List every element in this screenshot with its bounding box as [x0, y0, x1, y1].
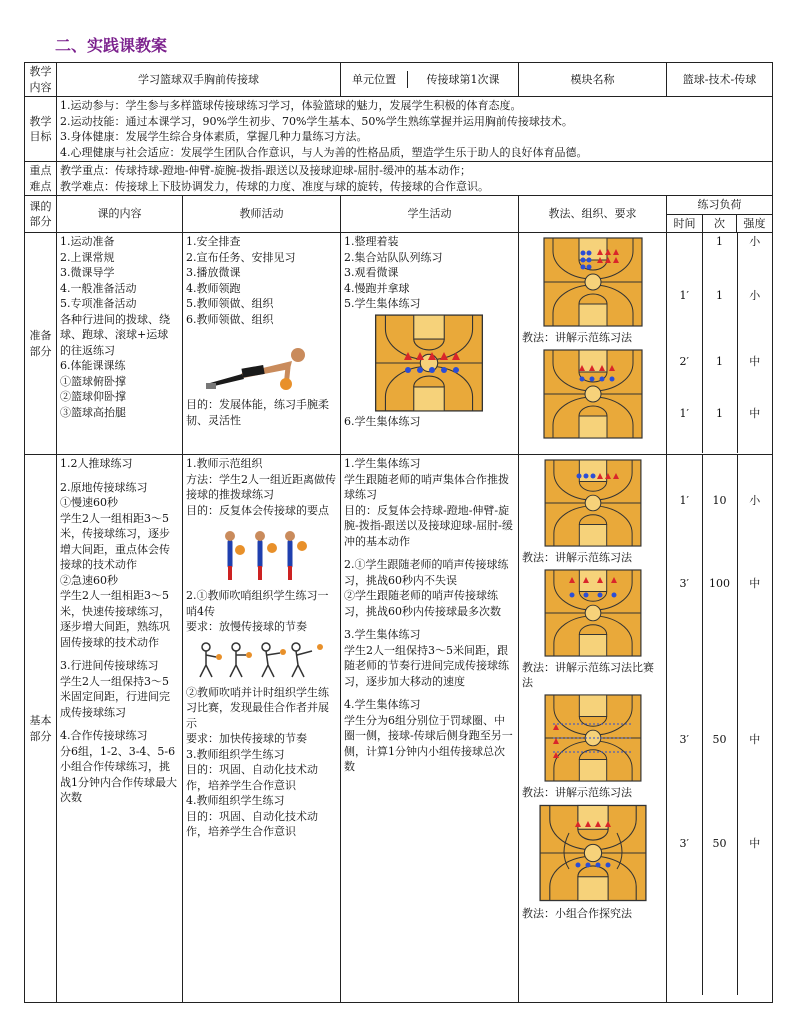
col-time: 时间	[667, 214, 703, 233]
basic-student-item: 学生跟随老师的哨声集体合作推拨球练习	[344, 472, 509, 501]
basic-teacher-item: 目的：反复体会传接球的要点	[186, 503, 329, 517]
basic-content-item: 4.合作传接球练习	[60, 729, 148, 742]
prep-row	[25, 233, 773, 455]
objectives-label: 教学目标	[25, 97, 57, 162]
basic-teacher-item: 4.教师组织学生练习	[186, 794, 285, 807]
basic-content-item: 3.行进间传接球练习	[60, 659, 159, 672]
basic-content	[57, 455, 183, 1003]
content-value: 学习篮球双手胸前传接球	[57, 63, 341, 97]
basic-teacher-item: 1.教师示范组织	[186, 457, 263, 470]
load-time: 1′	[667, 405, 702, 453]
load-time: 1′	[667, 455, 702, 575]
prep-teacher-goal: 目的：发展体能，练习手腕柔韧、灵活性	[186, 398, 329, 427]
basic-student	[341, 455, 519, 1003]
col-load: 练习负荷	[667, 196, 773, 215]
basic-teacher-item: 要求：加快传接球的节奏	[186, 732, 307, 745]
keypoints-row	[25, 162, 773, 196]
prep-student	[341, 233, 519, 455]
load-time	[667, 233, 702, 287]
basic-teacher-item: 目的：巩固、自动化技术动作，培养学生合作意识	[186, 763, 318, 792]
load-intensity: 小	[749, 289, 761, 302]
load-intensity: 中	[749, 837, 761, 850]
prep-content-item: ①篮球俯卧撑	[60, 374, 126, 388]
load-intensity: 小	[749, 235, 761, 248]
load-intensity: 中	[749, 577, 761, 590]
col-student: 学生活动	[341, 196, 519, 233]
load-intensity: 小	[749, 494, 761, 507]
load-count: 1	[702, 405, 737, 453]
basic-load	[667, 455, 773, 1003]
keypoints-label: 重点难点	[25, 162, 57, 196]
prep-student-after: 6.学生集体练习	[344, 414, 421, 428]
basic-method-caption: 教法：讲解示范练习法	[522, 785, 632, 799]
basic-student-item: 3.学生集体练习	[344, 628, 421, 641]
objective-item: 1.运动参与：学生参与多样篮球传接球练习学习，体验篮球的魅力，发展学生积极的体育态度。	[60, 99, 522, 112]
unit-value: 传接球第1次课	[408, 71, 519, 89]
prep-student-item: 3.观看微课	[344, 266, 399, 279]
load-intensity: 中	[749, 407, 761, 420]
prep-teacher	[183, 233, 341, 455]
basic-label: 基本部分	[25, 455, 57, 1003]
content-row	[25, 63, 773, 97]
basic-content-item: 学生2人一组相距3～5米，快速传接球练习，逐步增大间距，熟练巩固传接球的技术动作	[60, 589, 170, 649]
lesson-plan-table	[24, 62, 773, 1003]
prep-content-item: 5.专项准备活动	[60, 297, 137, 310]
basic-student-item: 2.①学生跟随老师的哨声传接球练习，挑战60秒内不失误	[344, 558, 509, 587]
load-intensity: 中	[749, 355, 761, 368]
page-title: 二、实践课教案	[55, 36, 168, 55]
passing-demo-photo	[214, 522, 310, 584]
col-teacher: 教师活动	[183, 196, 341, 233]
objectives-list	[57, 97, 773, 162]
load-count: 1	[702, 287, 737, 353]
prep-court-diagram	[344, 314, 514, 412]
prep-teacher-item: 5.教师领做、组织	[186, 297, 274, 310]
prep-teacher-item: 1.安全排查	[186, 235, 241, 248]
basic-method-court-1	[539, 459, 647, 547]
prep-teacher-item: 2.宣布任务、安排见习	[186, 250, 296, 264]
prep-content-item: 3.微课导学	[60, 266, 115, 279]
module-label: 模块名称	[519, 63, 667, 97]
content-label: 教学内容	[25, 63, 57, 97]
load-time: 1′	[667, 287, 702, 353]
keypoint-item: 教学难点：传接球上下肢协调发力，传球的力度、准度与球的旋转，传接球的合作意识。	[60, 179, 489, 193]
load-count: 100	[702, 575, 737, 731]
basic-student-item: 学生2人一组保持3～5米间距，跟随老师的节奏行进间完成传接球练习，逐步加大移动的速度	[344, 643, 509, 688]
prep-content	[57, 233, 183, 455]
prep-content-item: ③篮球高抬腿	[60, 405, 126, 419]
load-time: 3′	[667, 575, 702, 731]
prep-label: 准备部分	[25, 233, 57, 455]
prep-student-item: 4.慢跑并拿球	[344, 281, 410, 295]
prep-student-item: 2.集合站队队列练习	[344, 250, 443, 264]
basic-teacher-item: ②教师吹哨并计时组织学生练习比赛，发现最佳合作者并展示	[186, 685, 329, 730]
col-intensity: 强度	[737, 214, 773, 233]
load-time: 3′	[667, 731, 702, 835]
basic-teacher-item: 目的：巩固、自动化技术动作，培养学生合作意识	[186, 809, 318, 838]
basic-student-item: ②学生跟随老师的哨声传接球练习，挑战60秒内传接球最多次数	[344, 589, 501, 618]
basic-content-item: ②急速60秒	[60, 573, 118, 587]
module-value: 篮球-技术-传球	[667, 63, 773, 97]
load-intensity: 中	[749, 733, 761, 746]
basic-method-caption: 教法：讲解示范练习法	[522, 551, 632, 564]
basic-student-item: 1.学生集体练习	[344, 457, 421, 470]
load-time: 3′	[667, 835, 702, 995]
prep-content-item: 6.体能课课练	[60, 359, 126, 372]
basic-student-item: 学生分为6组分别位于罚球圈、中圈一侧，接球-传球后侧身跑至另一侧，计算1分钟内小组传接球总次数	[344, 713, 513, 773]
prep-content-item: 各种行进间的拨球、绕球、跑球、滚球+运球的往返练习	[60, 312, 170, 357]
objective-item: 2.运动技能：通过本课学习，90%学生初步、70%学生基本、50%学生熟练掌握并运用胸前传接球技术。	[60, 114, 573, 128]
basic-content-item: 分6组，1-2、3-4、5-6小组合作传球练习，挑战1分钟内合作传球最大次数	[60, 744, 177, 804]
prep-method-court-1	[539, 237, 647, 327]
objective-item: 3.身体健康：发展学生综合身体素质，掌握几种力量练习方法。	[60, 130, 368, 143]
pushup-photo	[202, 331, 322, 393]
prep-student-item: 5.学生集体练习	[344, 297, 421, 310]
prep-teacher-item: 4.教师领跑	[186, 281, 241, 295]
basic-student-item: 4.学生集体练习	[344, 698, 421, 711]
basic-method	[519, 455, 667, 1003]
prep-content-item: 1.运动准备	[60, 235, 115, 248]
prep-load	[667, 233, 773, 455]
prep-content-item: 4.一般准备活动	[60, 281, 137, 295]
basic-content-item: 2.原地传接球练习	[60, 480, 148, 494]
col-count: 次	[703, 214, 737, 233]
col-method: 教法、组织、要求	[519, 196, 667, 233]
objectives-row	[25, 97, 773, 162]
prep-student-item: 1.整理着装	[344, 235, 399, 248]
load-time: 2′	[667, 353, 702, 405]
basic-method-court-2	[539, 569, 647, 657]
prep-content-item: ②篮球仰卧撑	[60, 390, 126, 403]
load-count: 1	[702, 353, 737, 405]
column-header-row	[25, 196, 773, 215]
prep-content-item: 2.上课常规	[60, 250, 115, 264]
basic-method-court-4	[539, 803, 647, 903]
basic-method-caption: 教法：小组合作探究法	[522, 907, 632, 920]
basic-row	[25, 455, 773, 1003]
passing-sequence-sketch	[192, 639, 332, 681]
basic-teacher-item: 3.教师组织学生练习	[186, 747, 285, 761]
basic-teacher-item: 2.①教师吹哨组织学生练习一哨4传	[186, 589, 329, 618]
basic-student-item: 目的：反复体会持球-蹬地-伸臂-旋腕-拨指-跟送以及接球迎球-屈肘-缓冲的基本动作	[344, 503, 513, 548]
objective-item: 4.心理健康与社会适应：发展学生团队合作意识，与人为善的性格品质，塑造学生乐于助人的良好体育品德。	[60, 145, 588, 159]
unit-label: 单元位置	[341, 71, 408, 89]
keypoint-item: 教学重点：传球持球-蹬地-伸臂-旋腕-拨指-跟送以及接球迎球-屈肘-缓冲的基本动作；	[60, 164, 472, 177]
prep-method	[519, 233, 667, 455]
keypoints-list	[57, 162, 773, 196]
basic-content-item: 1.2人推球练习	[60, 457, 133, 470]
col-content: 课的内容	[57, 196, 183, 233]
basic-teacher-item: 要求：放慢传接球的节奏	[186, 620, 307, 633]
load-count: 10	[702, 455, 737, 575]
col-part: 课的部分	[25, 196, 57, 233]
basic-method-caption: 教法：讲解示范练习法比赛法	[522, 660, 654, 689]
basic-method-court-3	[539, 694, 647, 782]
prep-method-court-2	[539, 349, 647, 439]
load-count: 50	[702, 835, 737, 995]
basic-content-item: 学生2人一组保持3～5米固定间距，行进间完成传接球练习	[60, 674, 170, 719]
prep-teacher-item: 6.教师领做、组织	[186, 312, 274, 326]
load-count: 1	[702, 233, 737, 287]
prep-method-caption: 教法：讲解示范练习法	[522, 331, 632, 344]
basic-teacher-item: 方法：学生2人一组近距离做传接球的推拨球练习	[186, 472, 336, 501]
basic-teacher	[183, 455, 341, 1003]
basic-content-item: 学生2人一组相距3～5米，传接球练习，逐步增大间距，重点体会传接球的技术动作	[60, 511, 170, 571]
basic-content-item: ①慢速60秒	[60, 496, 118, 509]
prep-teacher-item: 3.播放微课	[186, 266, 241, 279]
load-count: 50	[702, 731, 737, 835]
